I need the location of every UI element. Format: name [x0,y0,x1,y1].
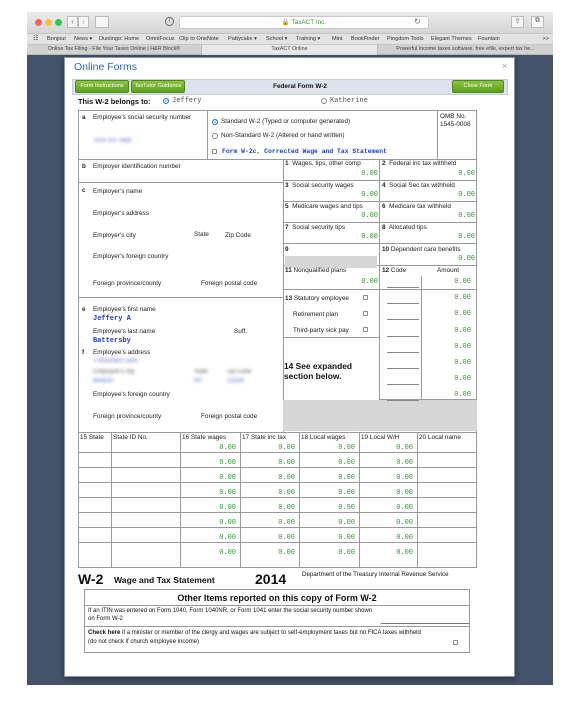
minimize-window-icon[interactable] [45,19,52,26]
employer-name-label: Employer's name [93,188,143,195]
state-table-cell[interactable]: 0.00 [338,459,355,467]
close-form-button[interactable]: Close Form [452,80,504,93]
box-10-value[interactable]: 0.00 [458,255,475,263]
box-a-letter: a [82,114,86,121]
box-c-letter: c [82,187,86,194]
state-table-cell[interactable]: 0.00 [338,549,355,557]
state-table-header: 20 Local name [419,434,461,441]
bookmark-item[interactable]: School ▾ [266,36,288,42]
employee-zip-label: Zip Code [227,369,252,375]
bookmark-item[interactable]: OmniFocus [146,36,175,42]
browser-toolbar [27,12,553,34]
state-table-cell[interactable]: 0.00 [278,474,295,482]
statutory-employee-checkbox[interactable] [363,295,368,300]
form-instructions-button[interactable]: Form Instructions [75,80,129,93]
employer-state-label: State [194,231,209,238]
bookmarks-more[interactable]: >> [542,36,549,42]
box-12-amount-value[interactable]: 0.00 [454,359,471,367]
box-2-label: 2 Federal inc tax withheld [382,160,457,167]
box-12-code-input[interactable] [387,352,419,353]
box-9-label: 9 [285,246,289,253]
state-table-cell[interactable]: 0.00 [219,444,236,452]
box-12-code-input[interactable] [387,319,419,320]
box-10-label: 10 Dependent care benefits [382,246,461,253]
box-b-letter: b [82,163,86,170]
tabs-overview-icon[interactable]: ⧉ [531,16,544,28]
standard-w2-radio[interactable] [212,119,218,125]
state-table-cell[interactable]: 0.00 [338,474,355,482]
bookmark-item[interactable]: Mint [332,36,343,42]
w2c-label: Form W-2c, Corrected Wage and Tax Statement [222,148,387,155]
bookmarks-bar [27,34,553,45]
employee-address-label: Employee's address [93,349,151,356]
state-table-header: State ID No. [113,434,148,441]
state-table-cell[interactable]: 0.00 [278,489,295,497]
reload-icon[interactable]: ↻ [414,17,421,26]
bookmark-item[interactable]: Training ▾ [296,36,321,42]
box-4-label: 4 Social Sec tax withheld [382,182,455,189]
state-table-cell[interactable]: 0.00 [338,489,355,497]
state-table-cell[interactable]: 0.00 [396,444,413,452]
bookmark-item[interactable]: Duolingo: Home [99,36,140,42]
w2-title: W-2 [78,571,104,587]
tab-taxact[interactable]: TaxACT Online [202,45,378,55]
grid-icon[interactable]: ☷ [33,36,39,42]
employee-last-value[interactable]: Battersby [93,337,131,345]
box-11-value[interactable]: 0.00 [361,278,378,286]
employee-state-value[interactable]: NY [194,378,203,384]
box-12-amount-value[interactable]: 0.00 [454,326,471,335]
employer-postal-label: Foreign postal code [201,280,258,287]
tax-year: 2014 [255,571,287,587]
bookmark-item[interactable]: Bonjour [47,36,67,42]
belongs-jeffery-label: Jeffery [172,97,202,105]
third-party-sick-pay-checkbox[interactable] [363,327,368,332]
bookmark-item[interactable]: Pattycake ▾ [228,36,257,42]
state-table-cell[interactable]: 0.00 [219,519,236,527]
state-table-cell[interactable]: 0.00 [219,489,236,497]
box-6-value[interactable]: 0.00 [458,212,475,220]
box-12-amount-value[interactable]: 0.00 [454,375,471,384]
box-11-label: 11 Nonqualified plans [285,267,347,274]
box-13-label: 13 Statutory employee [285,295,349,302]
state-table-cell[interactable]: 0.00 [278,519,295,527]
state-table-header: 17 State inc tax [242,434,287,441]
state-table-cell[interactable]: 0.00 [396,549,413,557]
dialog-title: Online Forms [74,61,138,73]
lock-icon: 🔒 [281,19,290,26]
box-f-letter: f [82,349,85,356]
state-table-cell[interactable]: 0.00 [278,504,295,512]
state-table-cell[interactable]: 0.00 [338,534,355,542]
box-12-code-input[interactable] [387,400,419,401]
box-12-amount-label: Amount [437,267,460,274]
box-12-code-input[interactable] [387,287,419,288]
box-3-label: 3 Social security wages [285,182,354,189]
employee-last-label: Employee's last name [93,328,156,335]
tab-hrblock[interactable]: Online Tax Filing - File Your Taxes Online | H&R Block® [27,45,202,54]
employee-province-label: Foreign province/county [93,413,162,420]
state-table-header: 15 State [80,434,104,441]
tab-taxsoftware[interactable]: Powerful income taxes software, free efile, expert tax he... [396,46,535,52]
box-12-amount-value[interactable]: 0.00 [454,310,471,319]
other-items-title: Other Items reported on this copy of Form W-2 [85,590,469,606]
omb-label: OMB No. [440,113,467,120]
forward-icon[interactable]: › [78,16,89,28]
share-icon[interactable]: ⇪ [511,16,524,28]
box-2-value[interactable]: 0.00 [458,170,475,178]
third-party-sick-pay-label: Third-party sick pay [293,327,349,334]
box-1-label: 1 Wages, tips, other comp [285,160,361,167]
bookmark-item[interactable]: BookFinder [351,36,380,42]
box-5-value[interactable]: 0.00 [361,212,378,220]
box-14-note: 14 See expanded section below. [284,361,352,381]
employer-city-label: Employer's city [93,232,136,239]
employee-first-label: Employee's first name [93,306,156,313]
box-b-label: Employer identification number [93,163,181,170]
state-table-header: 19 Local W/H [361,434,400,441]
employer-zip-label: Zip Code [225,232,251,239]
form-bottom-shade [283,400,477,431]
close-icon[interactable]: × [502,61,508,71]
clergy-text: Check here if a minister or member of the clergy and wages are subject to self-employment taxes but no FICA taxes withheld (do not check if church employee income) [88,630,421,645]
belongs-katherine-label: Katherine [330,97,368,105]
bookmark-item[interactable]: News ▾ [74,36,93,42]
employee-country-label: Employee's foreign country [93,391,170,398]
box-8-value[interactable]: 0.00 [458,233,475,241]
employer-address-label: Employer's address [93,210,149,217]
box-8-label: 8 Allocated tips [382,224,427,231]
employee-postal-label: Foreign postal code [201,413,258,420]
retirement-plan-label: Retirement plan [293,311,339,318]
state-table-cell[interactable]: 0.00 [338,519,355,527]
state-table-cell[interactable]: 0.00 [219,549,236,557]
nonstandard-w2-radio[interactable] [212,133,218,139]
state-table-cell[interactable]: 0.00 [338,504,355,512]
employee-city-label: Employee's city [93,369,135,375]
bookmark-item[interactable]: Clip to OneNote [179,36,219,42]
itin-text: If an ITIN was entered on Form 1040, Form 1040NR, or Form 1041 enter the social security number shown on Form W-2 [88,608,373,622]
box-1-value[interactable]: 0.00 [361,170,378,178]
box-4-value[interactable]: 0.00 [458,191,475,199]
treasury-dept: Department of the Treasury Internal Revenue Service [302,571,449,578]
box-12-code-input[interactable] [387,368,419,369]
employee-address-value[interactable]: 1 Mountain Lane [93,358,138,364]
close-window-icon[interactable] [35,19,42,26]
state-table-cell[interactable]: 0.00 [396,504,413,512]
box-12-label: 12 Code [382,267,407,274]
bookmark-item[interactable]: Elegant Themes [431,36,472,42]
box-5-label: 5 Medicare wages and tips [285,203,363,210]
employee-suffix-label: Suff. [234,328,248,335]
state-table-cell[interactable]: 0.00 [278,459,295,467]
box-6-label: 6 Medicare tax withheld [382,203,451,210]
belongs-label: This W-2 belongs to: [78,97,151,106]
box-12-code-input[interactable] [387,336,419,337]
state-table-cell[interactable]: 0.00 [396,519,413,527]
box-12-amount-value[interactable]: 0.00 [454,278,471,286]
state-table-header: 18 Local wages [301,434,346,441]
box-a-label: Employee's social security number [93,114,192,121]
box-3-value[interactable]: 0.00 [361,191,378,199]
state-table-cell[interactable]: 0.00 [278,549,295,557]
employee-state-label: State [194,369,209,375]
taxtutor-guidance-button[interactable]: TaxTutor Guidance [131,80,185,93]
box-12-code-input[interactable] [387,384,419,385]
employee-zip-value[interactable]: 12508 [227,378,244,384]
form-title: Federal Form W-2 [273,83,327,90]
info-icon[interactable]: i [165,17,174,26]
box-12-amount-value[interactable]: 0.00 [454,294,471,303]
employer-province-label: Foreign province/county [93,280,162,287]
back-icon[interactable]: ‹ [67,16,78,28]
wage-statement-title: Wage and Tax Statement [114,575,215,585]
box-7-label: 7 Social security tips [285,224,346,231]
bookmark-item[interactable]: Fountain [478,36,500,42]
belongs-jeffery-radio[interactable] [163,98,169,104]
tab-bar [27,45,553,55]
box-12-code-input[interactable] [387,303,419,304]
state-table-cell[interactable]: 0.00 [396,489,413,497]
employee-first-value[interactable]: Jeffery A [93,315,131,323]
state-table-cell[interactable]: 0.00 [219,534,236,542]
ssn-value[interactable]: XXX-XX-7688 [94,138,132,144]
state-table-cell[interactable]: 0.00 [219,459,236,467]
retirement-plan-checkbox[interactable] [363,311,368,316]
clergy-checkbox[interactable] [453,640,458,645]
state-table-header: 16 State wages [182,434,227,441]
employee-city-value[interactable]: Beacon [93,378,114,384]
state-table-cell[interactable]: 0.00 [278,534,295,542]
url-text: TaxACT Inc. [291,19,327,26]
state-table-cell[interactable]: 0.00 [396,459,413,467]
standard-w2-label: Standard W-2 (Typed or computer generated) [221,118,351,125]
maximize-window-icon[interactable] [55,19,62,26]
address-bar[interactable] [179,16,429,29]
state-table-cell[interactable]: 0.00 [338,444,355,452]
state-table-cell[interactable]: 0.00 [219,474,236,482]
state-table-cell[interactable]: 0.00 [278,444,295,452]
employer-country-label: Employer's foreign country [93,253,169,260]
box-12-amount-value[interactable]: 0.00 [454,342,471,351]
itin-input[interactable] [381,617,469,624]
state-table-cell[interactable]: 0.00 [396,474,413,482]
sidebar-icon[interactable] [95,16,109,28]
box-12-amount-value[interactable]: 0.00 [454,391,471,400]
box-e-letter: e [82,306,86,313]
w2c-checkbox[interactable] [212,149,217,154]
bookmark-item[interactable]: Pingdom Tools [387,36,424,42]
nonstandard-w2-label: Non-Standard W-2 (Altered or hand written) [221,132,345,139]
state-table-cell[interactable]: 0.00 [219,504,236,512]
omb-number: 1545-0008 [440,121,471,128]
other-items-box [84,589,470,653]
box-7-value[interactable]: 0.00 [361,233,378,241]
belongs-katherine-radio[interactable] [321,98,327,104]
state-table-cell[interactable]: 0.00 [396,534,413,542]
